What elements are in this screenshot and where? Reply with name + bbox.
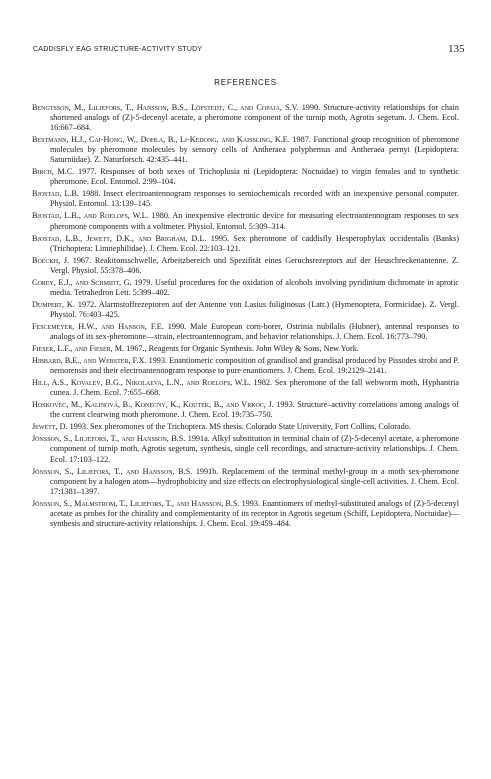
- reference-authors: Bengtsson, M., Liljefors, T., Hansson, B.S., Löfstedt, C., and Copaja, S.V.: [32, 103, 299, 112]
- reference-text: 1990. Structure-activity relationships for chain shortened analogs of (Z)-5-decenyl acetate, a pheromone component of the turnip moth, Agrotis segetum. J. Chem. Ecol. 16:667–684.: [50, 103, 459, 133]
- reference-entry: [32, 189, 459, 209]
- reference-entry: [32, 378, 459, 398]
- reference-authors: Fescemeyer, H.W., and Hanson, F.E.: [32, 321, 164, 331]
- reference-text: 1993. Structure–activity correlations among analogs of the current clearwing moth pheromone. J. Chem. Ecol. 19:735–750.: [50, 400, 459, 420]
- reference-entry: [32, 167, 459, 187]
- reference-authors: Hoskovec, M., Kalinová, B., Konecny, K., Koutek, B., and Vrkoc, J.: [32, 400, 274, 410]
- section-title: REFERENCES: [214, 78, 277, 87]
- reference-entry: [32, 278, 459, 298]
- reference-text: 1990. Male European corn-borer, Ostrinia nubilalis (Hubner), antennal responses to analogs of its sex-pheromone—strain, electroantennogram, and behavior relationships. J. Chem. Ecol. 16:773–790.: [50, 321, 459, 341]
- reference-entry: [32, 356, 459, 376]
- running-head: CADDISFLY EAG STRUCTURE-ACTIVITY STUDY: [33, 46, 203, 53]
- reference-text: 1993. Sex pheromones of the Trichoptera. MS thesis. Colorado State University, Fort Collins, Colorado.: [67, 422, 411, 432]
- reference-list: [32, 103, 459, 531]
- reference-text: 1972. Alarmstoffrezeptoren auf der Antenne von Lasius fuliginosus (Latr.) (Hymenoptera, Formicidae). Z. Vergl. Physiol. 76:403–425.: [50, 299, 459, 319]
- reference-entry: [32, 256, 459, 276]
- reference-entry: [32, 422, 459, 432]
- reference-entry: [32, 234, 459, 254]
- page-number: 135: [448, 43, 465, 55]
- reference-text: 1988. Insect electroantennogram responses to semiochemicals recorded with an inexpensive personal computer. Physiol. Entomol. 13:139–145.: [50, 189, 459, 209]
- reference-text: 1987. Functional group recognition of pheromone molecules by pheromone molecules by sensory cells of Antheraea polyphemus and Antheraea pernyi (Lepidoptera: Saturniidae). Z. Naturforsch. 42:435–441.: [50, 135, 460, 165]
- reference-authors: Bjostad, L.B., Jewett, D.K., and Brigham, D.L.: [32, 233, 207, 243]
- reference-entry: [32, 322, 459, 342]
- reference-entry: [32, 499, 459, 529]
- reference-entry: [32, 434, 459, 464]
- reference-text: 1977. Responses of both sexes of Trichoplusia ni (Lepidoptera: Noctuidae) to virgin females and to synthetic pheromone. Ecol. Entomol. 2:99–104.: [50, 167, 459, 187]
- reference-text: 1980. An inexpensive electronic device for measuring electroantennogram responses to sex pheromone components with a voltmeter. Physiol. Entomol. 5:309–314.: [50, 211, 459, 231]
- reference-authors: Bestmann, H.J., Cai-Hong, W., Dohla, B., Li-Kedong, and Kaissling, K.E.: [32, 135, 290, 145]
- reference-text: 1967. Reakitonsschwelle, Arbeitzbereich und Spezifität eines Geruchsrezeptors auf der Heuschreckenantenne. Z. Vergl. Physiol. 55:378–406.: [50, 255, 459, 275]
- reference-authors: Dumpert, K.: [32, 299, 75, 309]
- reference-authors: Bjostad, L.B., and Roelofs, W.L.: [32, 211, 149, 221]
- reference-text: 1993. Enantiomers of methyl-substituted analogs of (Z)-5-decenyl acetate as probes for the chirality and complementarity of its receptor in Agrotis segetum (Schiff, Lepidoptera, Noctuidae)—synthesis and structure-activity relationships. J. Chem. Ecol. 19:459–484.: [50, 498, 459, 528]
- reference-entry: [32, 467, 459, 497]
- reference-entry: [32, 400, 459, 420]
- reference-text: 1991a. Alkyl substitution in terminal chain of (Z)-5-decenyl acetate, a pheromone component of turnip moth, Agrotis segetum, synthesis, single cell recordings, and structure-activity relationships. J. Chem. Ecol. 17:103–122.: [50, 434, 459, 464]
- reference-authors: Birch, M.C.: [32, 167, 75, 177]
- reference-entry: [32, 135, 459, 165]
- reference-text: 1982. Sex pheromone of the fall webworm moth, Hyphantria cunea. J. Chem. Ecol. 7:655–668.: [50, 378, 459, 398]
- reference-text: 1995. Sex pheromone of caddisfly Hesperophylax occidentalis (Banks) (Trichoptera: Limnephilidae). J. Chem. Ecol. 22:103–121.: [50, 233, 459, 253]
- reference-authors: Jönsson, S., Liljefors, T., and Hansson, B.S.: [32, 466, 193, 476]
- reference-authors: Jönsson, S., Malmstrom, T., Liljefors, T., and Hansson, B.S.: [32, 498, 240, 508]
- reference-authors: Jönsson, S., Liljefors, T., and Hansson, B.S.: [32, 434, 186, 444]
- reference-authors: Corey, E.J., and Schmidt, G.: [32, 277, 132, 287]
- reference-text: 1967., Reagents for Organic Synthesis. John Wiley & Sons, New York.: [124, 344, 359, 354]
- reference-authors: Bjostad, L.B.: [32, 189, 79, 199]
- reference-authors: Hibbard, B.E., and Webster, F.X.: [32, 356, 147, 366]
- reference-text: 1979. Useful procedures for the oxidation of alcohols involving pyridinium dichromate in aprotic media. Tetrahedron Lett. 5:399–402.: [50, 277, 459, 297]
- reference-text: 1993. Enantiomeric composition of grandisol and grandisal produced by Pissodes strobi and P. nemorensis and their electroantennogram response to pure enantiomers. J. Chem. Ecol. 19:2129–2141.: [50, 356, 459, 376]
- reference-entry: [32, 103, 459, 133]
- reference-authors: Boeckh, J.: [32, 255, 70, 265]
- reference-entry: [32, 211, 459, 231]
- reference-entry: [32, 344, 459, 354]
- reference-entry: [32, 300, 459, 320]
- reference-text: 1991b. Replacement of the terminal methyl-group in a moth sex-pheromone component by a halogen atom—hydrophobicity and size effects on electrophysiological single-cell activities. J. Chem. Ecol. 17:1381–1397.: [50, 466, 459, 496]
- reference-authors: Jewett, D.: [32, 422, 68, 432]
- reference-authors: Hill, A.S., Kovalev, B.G., Nikolaeva, L.N., and Roelofs, W.L.: [32, 378, 251, 388]
- reference-authors: Fieser, L.F., and Fieser, M.: [32, 344, 125, 354]
